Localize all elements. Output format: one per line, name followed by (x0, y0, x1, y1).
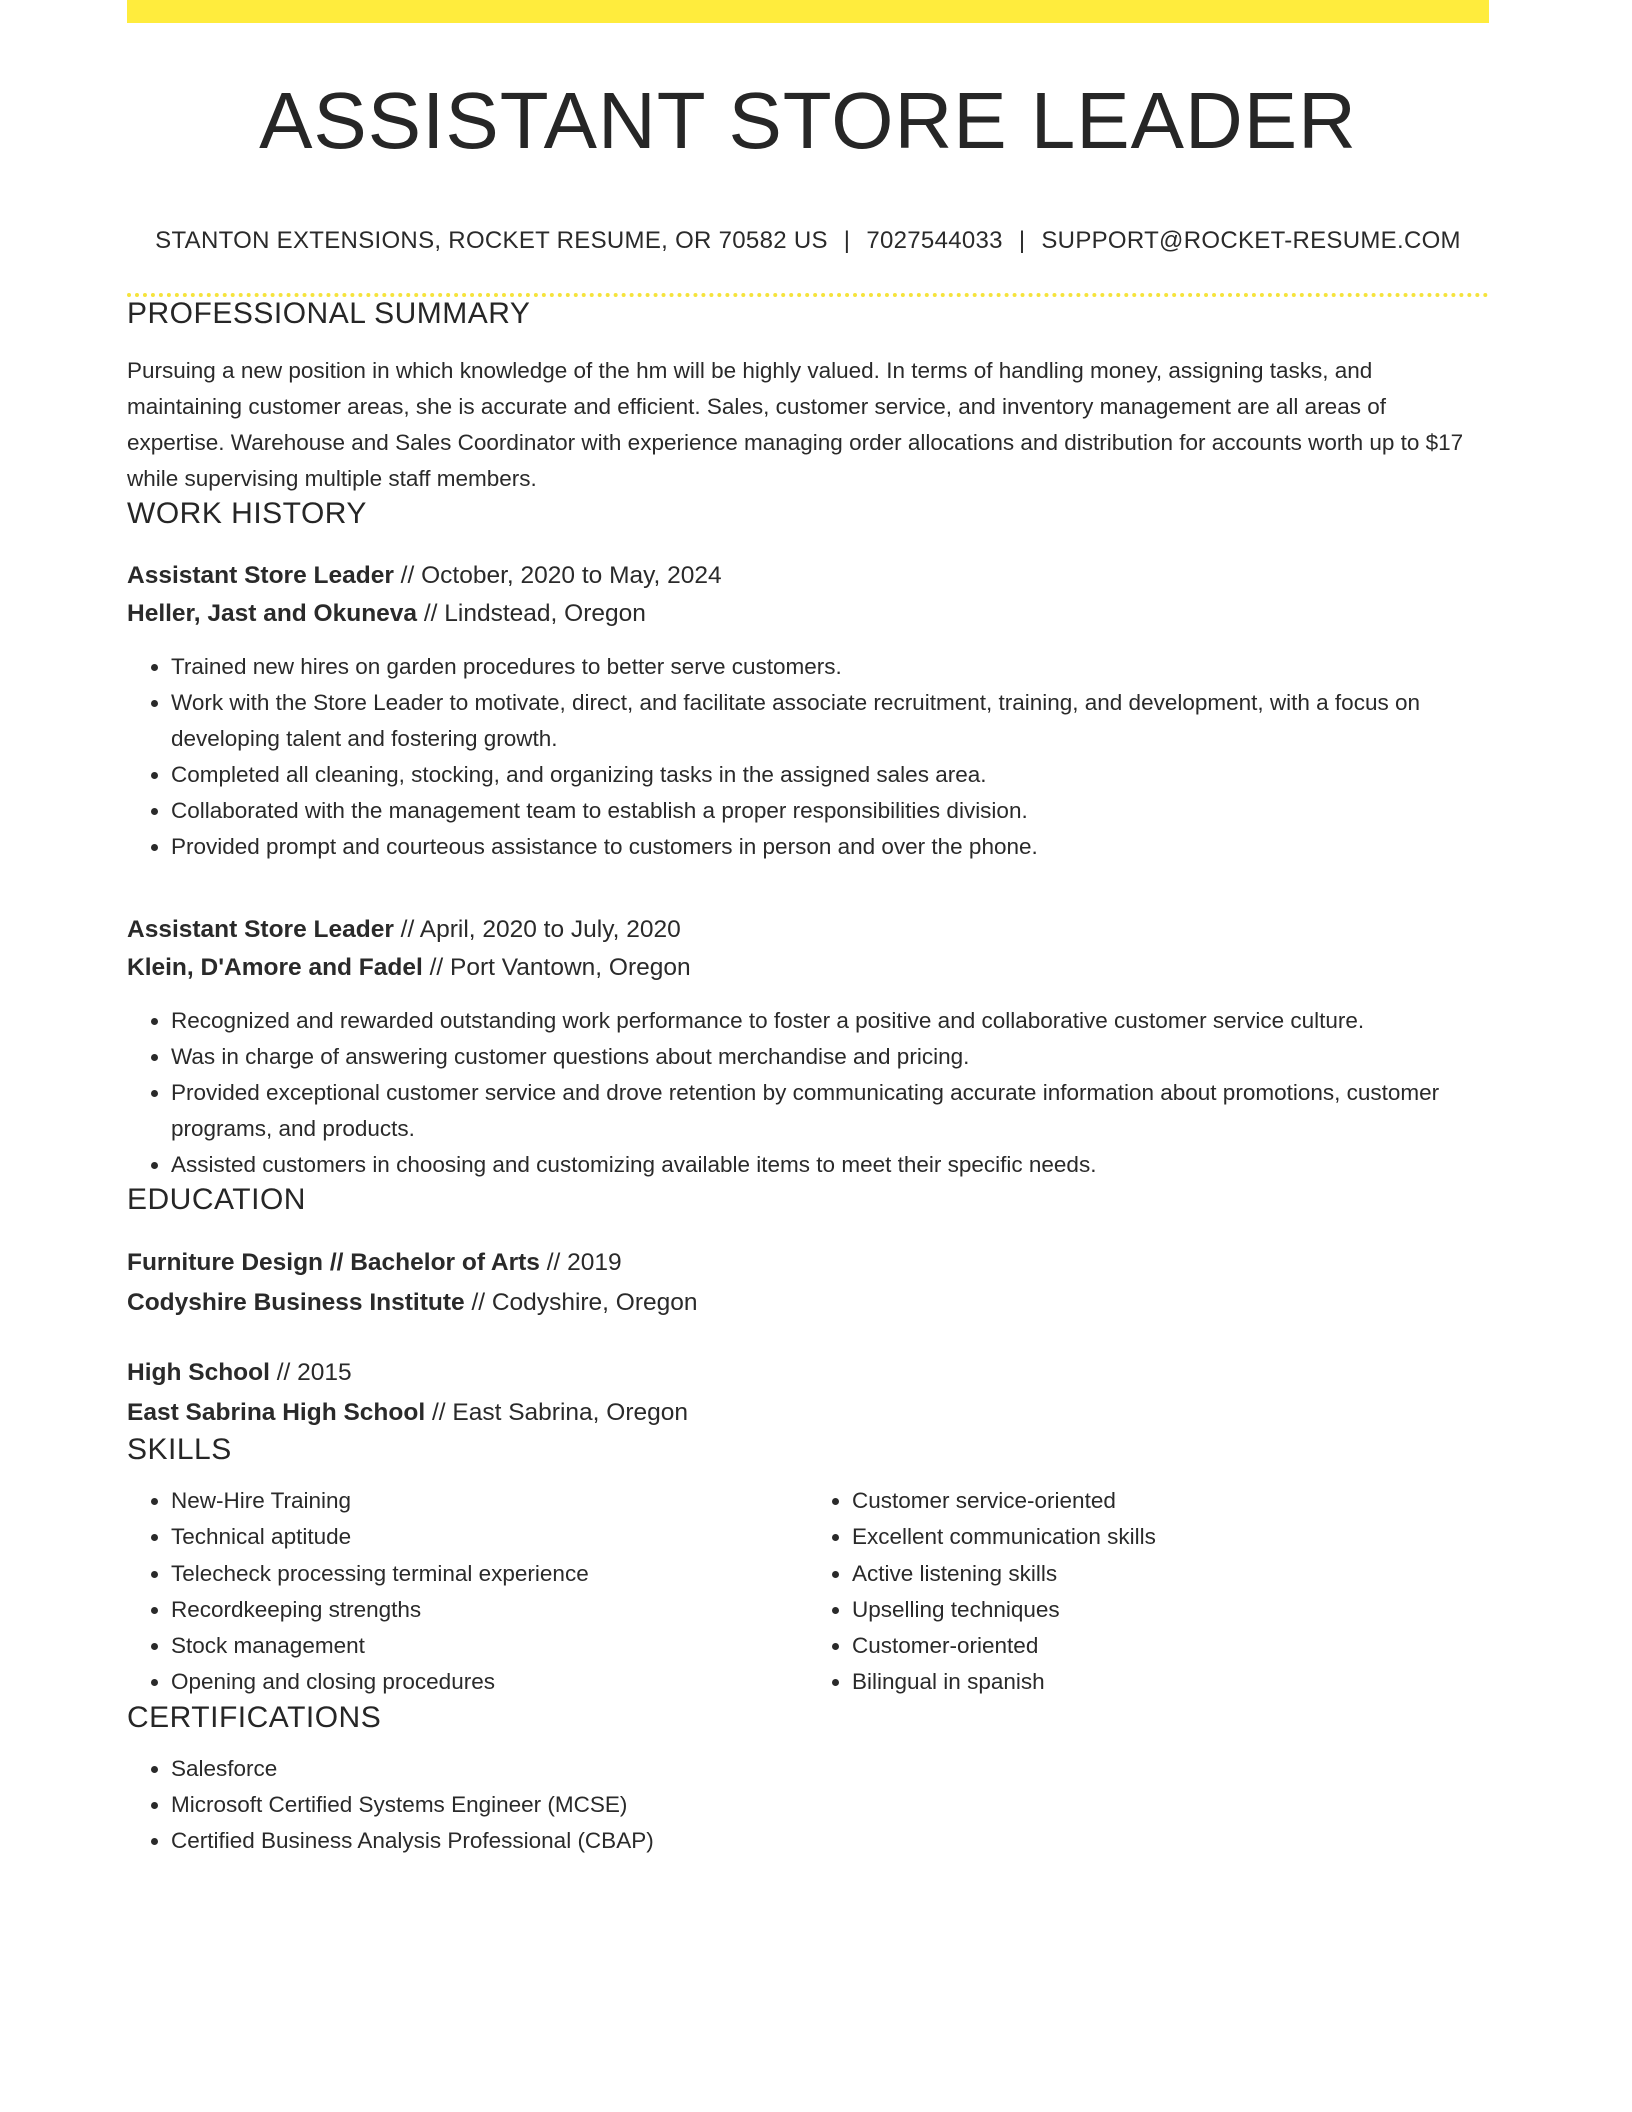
skills-grid (127, 1483, 1489, 1701)
list-item: • Bilingual in spanish (852, 1664, 1489, 1700)
job-bullets (127, 649, 1489, 865)
list-item: • Completed all cleaning, stocking, and organizing tasks in the assigned sales area. (171, 757, 1489, 793)
list-item: • Stock management (171, 1628, 808, 1664)
job-role: Assistant Store Leader (127, 562, 394, 589)
list-item: • Technical aptitude (171, 1519, 808, 1555)
education-entry (127, 1243, 1489, 1323)
section-title-education: EDUCATION (127, 1183, 306, 1216)
list-item: • Provided exceptional customer service and drove retention by communicating accurate information about promotions, customer programs, and products. (171, 1075, 1489, 1147)
education-location: // Codyshire, Oregon (464, 1289, 698, 1316)
summary-paragraph: Pursuing a new position in which knowledge of the hm will be highly valued. In terms of handling money, assigning tasks, and maintaining customer areas, she is accurate and efficient. Sales, customer service, and inventory management are all areas of expertise. Warehouse and Sales Coordinator with experience managing order allocations and distribution for accounts worth up to $17 while supervising multiple staff members. (127, 358, 1464, 491)
job-entry (127, 911, 1489, 1183)
section-title-summary: PROFESSIONAL SUMMARY (127, 297, 531, 330)
list-item: • Trained new hires on garden procedures to better serve customers. (171, 649, 1489, 685)
accent-top-bar (127, 0, 1489, 23)
job-role: Assistant Store Leader (127, 916, 394, 943)
list-item: • Collaborated with the management team to establish a proper responsibilities division. (171, 793, 1489, 829)
section-title-skills: SKILLS (127, 1433, 232, 1466)
education-school: Codyshire Business Institute (127, 1289, 465, 1316)
contact-separator: | (1018, 227, 1026, 254)
list-item: • Opening and closing procedures (171, 1664, 808, 1700)
job-entry (127, 557, 1489, 865)
job-role-line (127, 911, 1489, 949)
section-title-certifications: CERTIFICATIONS (127, 1700, 382, 1734)
list-item: • Telecheck processing terminal experience (171, 1556, 808, 1592)
resume-name: ASSISTANT STORE LEADER (259, 76, 1357, 165)
job-company-line (127, 595, 1489, 633)
education-degree-line (127, 1243, 1489, 1283)
job-company: Heller, Jast and Okuneva (127, 600, 418, 627)
certifications-list (127, 1751, 1489, 1859)
job-company: Klein, D'Amore and Fadel (127, 954, 423, 981)
contact-address: STANTON EXTENSIONS, ROCKET RESUME, OR 70582 US (155, 227, 828, 254)
list-item: • Provided prompt and courteous assistance to customers in person and over the phone. (171, 829, 1489, 865)
contact-email: SUPPORT@ROCKET-RESUME.COM (1041, 227, 1461, 254)
skills-list-right (808, 1483, 1489, 1701)
list-item: • New-Hire Training (171, 1483, 808, 1519)
job-company-line (127, 949, 1489, 987)
job-dates: // April, 2020 to July, 2020 (393, 916, 681, 943)
list-item: • Customer service-oriented (852, 1483, 1489, 1519)
education-degree: Furniture Design // Bachelor of Arts (127, 1249, 540, 1276)
job-bullets (127, 1003, 1489, 1183)
list-item: • Work with the Store Leader to motivate, direct, and facilitate associate recruitment, training, and development, with a focus on developing talent and fostering growth. (171, 685, 1489, 757)
skills-list-left (127, 1483, 808, 1701)
list-item: • Recognized and rewarded outstanding work performance to foster a positive and collaborative customer service culture. (171, 1003, 1489, 1039)
education-entry (127, 1353, 1489, 1433)
list-item: • Excellent communication skills (852, 1519, 1489, 1555)
list-item: • Was in charge of answering customer questions about merchandise and pricing. (171, 1039, 1489, 1075)
list-item: • Upselling techniques (852, 1592, 1489, 1628)
education-location: // East Sabrina, Oregon (425, 1399, 688, 1426)
job-role-line (127, 557, 1489, 595)
resume-page (127, 0, 1489, 1859)
contact-line (127, 227, 1489, 255)
list-item: • Active listening skills (852, 1556, 1489, 1592)
list-item: • Salesforce (171, 1751, 1489, 1787)
list-item: • Certified Business Analysis Professional (CBAP) (171, 1823, 1489, 1859)
job-dates: // October, 2020 to May, 2024 (393, 562, 722, 589)
list-item: • Microsoft Certified Systems Engineer (MCSE) (171, 1787, 1489, 1823)
section-title-work-history: WORK HISTORY (127, 497, 367, 530)
list-item: • Assisted customers in choosing and customizing available items to meet their specific needs. (171, 1147, 1489, 1183)
education-school-line (127, 1393, 1489, 1433)
education-school-line (127, 1283, 1489, 1323)
education-year: // 2015 (269, 1359, 352, 1386)
job-location: // Lindstead, Oregon (417, 600, 646, 627)
list-item: • Customer-oriented (852, 1628, 1489, 1664)
education-school: East Sabrina High School (127, 1399, 426, 1426)
education-degree-line (127, 1353, 1489, 1393)
education-degree: High School (127, 1359, 270, 1386)
list-item: • Recordkeeping strengths (171, 1592, 808, 1628)
contact-phone: 7027544033 (866, 227, 1003, 254)
job-location: // Port Vantown, Oregon (422, 954, 691, 981)
education-year: // 2019 (539, 1249, 622, 1276)
contact-separator: | (843, 227, 851, 254)
